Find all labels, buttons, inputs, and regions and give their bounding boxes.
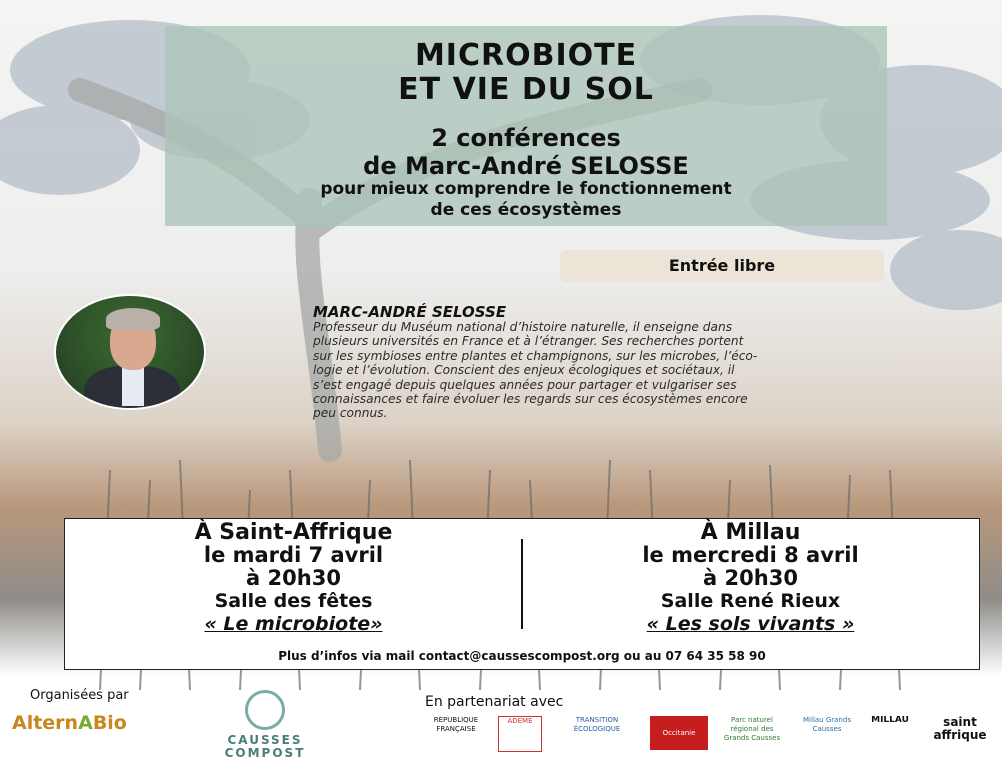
transition-ecologique-logo: TRANSITION ÉCOLOGIQUE bbox=[573, 716, 621, 733]
speaker-bio bbox=[313, 320, 963, 421]
millau-logo: MILLAU bbox=[871, 716, 909, 725]
bio-line: logie et l’évolution. Conscient des enjeux écologiques et sociétaux, il bbox=[313, 363, 735, 378]
contact-info: Plus d’infos via mail contact@caussescompost.org ou au 07 64 35 58 90 bbox=[278, 649, 766, 663]
subtitle-line-1: 2 conférences bbox=[431, 124, 621, 152]
event-date: le mercredi 8 avril bbox=[642, 543, 859, 567]
alternabio-logo bbox=[12, 712, 127, 734]
bio-line: sur les symbioses entre plantes et champignons, sur les microbes, l’éco- bbox=[313, 348, 758, 363]
pnr-grands-causses-logo: Parc naturel régional des Grands Causses bbox=[723, 716, 781, 742]
bio-line: plusieurs universités en France et à l’étranger. Ses recherches portent bbox=[313, 334, 744, 349]
causses-compost-logo bbox=[210, 690, 320, 760]
portrait-hair bbox=[106, 308, 160, 330]
bio-line: connaissances et faire évoluer les regards sur ces écosystèmes encore bbox=[313, 392, 748, 407]
event-place: À Saint-Affrique bbox=[194, 520, 393, 545]
logo-text: CAUSSES bbox=[227, 733, 303, 747]
title-panel bbox=[165, 26, 887, 226]
logo-text: COMPOST bbox=[224, 746, 306, 760]
bio-line: s’est engagé depuis quelques années pour partager et vulgariser ses bbox=[313, 377, 737, 392]
subtitle-line-3: pour mieux comprendre le fonctionnement bbox=[320, 179, 732, 199]
republique-francaise-logo: RÉPUBLIQUE FRANÇAISE bbox=[433, 716, 479, 733]
event-topic: « Le microbiote» bbox=[204, 613, 383, 635]
logo-text: Bio bbox=[92, 712, 127, 734]
organisers-label: Organisées par bbox=[30, 688, 129, 703]
logo-text: Altern bbox=[12, 712, 79, 734]
event-time: à 20h30 bbox=[246, 566, 341, 590]
title-line-2: ET VIE DU SOL bbox=[398, 72, 654, 107]
saint-affrique-logo: saint affrique bbox=[933, 716, 987, 742]
events-box bbox=[64, 518, 980, 670]
partners-label: En partenariat avec bbox=[425, 694, 564, 710]
event-millau bbox=[522, 521, 979, 636]
event-venue: Salle René Rieux bbox=[660, 590, 841, 612]
event-date: le mardi 7 avril bbox=[203, 543, 384, 567]
ademe-logo: ADEME bbox=[498, 716, 542, 752]
event-topic: « Les sols vivants » bbox=[646, 613, 855, 635]
subtitle-line-2: de Marc-André SELOSSE bbox=[363, 152, 689, 180]
speaker-portrait bbox=[54, 294, 206, 410]
millau-grands-causses-logo: Millau Grands Causses bbox=[803, 716, 851, 733]
portrait-shirt bbox=[122, 366, 144, 406]
compost-icon bbox=[245, 690, 285, 730]
event-venue: Salle des fêtes bbox=[214, 590, 373, 612]
bio-line: peu connus. bbox=[313, 406, 388, 421]
event-time: à 20h30 bbox=[703, 566, 798, 590]
speaker-name: MARC-ANDRÉ SELOSSE bbox=[313, 303, 507, 321]
bio-line: Professeur du Muséum national d’histoire naturelle, il enseigne dans bbox=[313, 320, 733, 334]
occitanie-logo: Occitanie bbox=[650, 716, 708, 750]
subtitle-line-4: de ces écosystèmes bbox=[430, 200, 622, 220]
event-saint-affrique bbox=[65, 521, 522, 636]
title-line-1: MICROBIOTE bbox=[414, 38, 638, 73]
logo-text: A bbox=[78, 712, 93, 734]
event-place: À Millau bbox=[700, 520, 801, 545]
entry-badge: Entrée libre bbox=[560, 250, 884, 282]
